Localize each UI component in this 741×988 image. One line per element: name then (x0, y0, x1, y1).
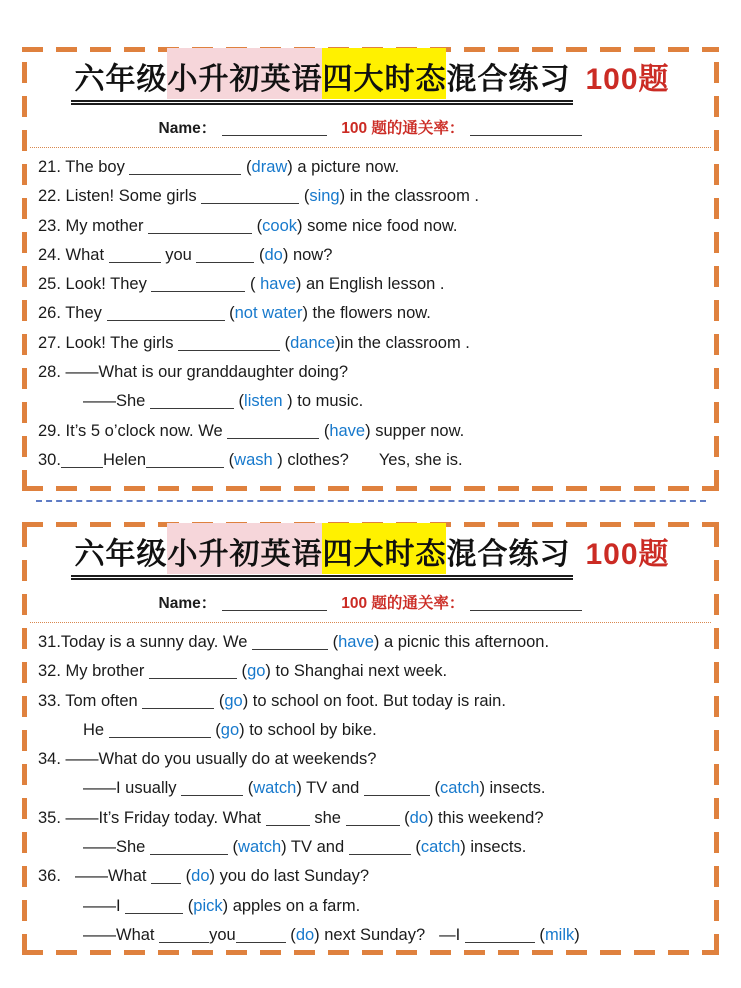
question-text: 22. Listen! Some girls (38, 187, 202, 206)
answer-blank (465, 927, 535, 943)
pass-rate-label: 100 题的通关率： (341, 120, 465, 137)
answer-blank (236, 927, 286, 943)
verb-hint: have (329, 421, 366, 440)
worksheet-page (22, 47, 719, 491)
question-text: she (309, 808, 346, 827)
question-line (38, 774, 711, 803)
answer-blank (151, 868, 181, 884)
answer-blank (227, 423, 319, 439)
verb-hint: catch (420, 838, 461, 857)
answer-blank (150, 839, 228, 855)
question-text: ) now? (282, 245, 333, 264)
verb-hint: milk (544, 925, 575, 944)
question-text: ( (241, 158, 252, 176)
question-line (38, 446, 711, 475)
verb-hint: have (338, 633, 374, 651)
answer-blank (149, 663, 237, 679)
answer-blank (107, 305, 225, 321)
question-text: ( (254, 245, 265, 264)
question-list (22, 153, 719, 475)
question-line (38, 745, 711, 774)
title-grade-prefix: 六年级 (74, 63, 168, 96)
question-text: 32. My brother (38, 662, 149, 681)
title-underlined-text (71, 54, 573, 105)
question-text: 34. ——What do you usually do at weekends? (38, 750, 377, 769)
question-text: 30. (38, 450, 61, 469)
name-answer-blank (222, 595, 327, 611)
question-text: 25. Look! They (38, 275, 152, 294)
title-underlined-text (71, 529, 573, 580)
question-text: ( (410, 838, 421, 857)
verb-hint: go (247, 662, 266, 681)
question-text: you (209, 925, 236, 944)
question-text: 26. They (38, 304, 107, 323)
question-text: ) an English lesson . (295, 275, 445, 294)
verb-hint: wash (234, 450, 273, 469)
question-text: ) a picture now. (287, 158, 400, 176)
question-text: 28. ——What is our granddaughter doing? (38, 363, 349, 382)
title-question-count: 100题 (585, 538, 670, 571)
header-divider-rule (30, 622, 711, 623)
question-text: ——What (74, 867, 152, 886)
question-text: you (160, 245, 197, 264)
question-text: ) to Shanghai next week. (265, 662, 448, 681)
question-text: ) insects. (460, 838, 527, 857)
worksheet-title (22, 529, 719, 580)
answer-blank (109, 722, 211, 738)
question-text: ) the flowers now. (302, 304, 431, 323)
question-line (38, 417, 711, 446)
question-text: ) TV and (296, 779, 364, 798)
question-text: ) to school on foot. But today is rain. (242, 691, 506, 710)
verb-hint: do (295, 925, 315, 944)
question-line (38, 241, 711, 270)
verb-hint: do (264, 245, 283, 264)
verb-hint: watch (253, 779, 297, 798)
verb-hint: listen (244, 392, 283, 411)
title-grade-prefix: 六年级 (74, 538, 168, 571)
header-divider-rule (30, 147, 711, 148)
answer-blank (178, 335, 280, 351)
answer-blank (346, 810, 400, 826)
question-text: Helen (102, 450, 147, 469)
verb-hint: sing (309, 187, 340, 206)
question-text: ( (210, 720, 221, 739)
answer-blank (151, 276, 245, 292)
question-text: ——She (83, 838, 150, 857)
answer-blank (146, 452, 224, 468)
name-answer-blank (222, 120, 327, 136)
question-text: ( (299, 187, 310, 206)
question-text: ) insects. (479, 779, 546, 798)
verb-hint: draw (251, 158, 288, 176)
question-text: ( (227, 838, 239, 857)
question-text: —I (439, 925, 465, 944)
answer-blank (129, 159, 241, 175)
question-text: ) to music. (282, 392, 364, 411)
question-text: ) this weekend? (427, 808, 544, 827)
question-text: Yes, she is. (378, 450, 463, 469)
question-line (38, 212, 711, 241)
question-text: ) apples on a farm. (222, 896, 361, 915)
pass-rate-label: 100 题的通关率： (341, 595, 465, 612)
question-text: ( (285, 925, 296, 944)
question-text: ) in the classroom . (339, 187, 480, 206)
question-text: ) clothes? (272, 450, 349, 469)
question-text: 27. Look! The girls (38, 333, 179, 352)
question-line (38, 299, 711, 328)
title-pink-highlight: 小升初英语 (167, 48, 322, 99)
name-row (22, 591, 719, 613)
question-text: ——I (83, 896, 126, 915)
question-text: ( (183, 896, 194, 915)
answer-blank (196, 247, 254, 263)
verb-hint: do (191, 867, 210, 886)
verb-hint: dance (290, 333, 336, 352)
answer-blank (159, 927, 209, 943)
answer-blank (181, 780, 243, 796)
question-text: ) a picnic this afternoon. (373, 633, 550, 651)
question-text: ——She (83, 392, 150, 411)
question-text: ) to school by bike. (239, 720, 377, 739)
question-text: ( (224, 304, 235, 323)
verb-hint: catch (440, 779, 480, 798)
verb-hint: go (224, 691, 243, 710)
answer-blank (349, 839, 411, 855)
question-line (38, 862, 711, 891)
answer-blank (142, 693, 214, 709)
question-line (38, 153, 711, 182)
question-text: ( (252, 216, 263, 235)
question-text: )in the classroom . (335, 333, 470, 352)
question-text: ) (574, 925, 580, 944)
question-text: ) TV and (281, 838, 349, 857)
question-text: He (83, 720, 109, 739)
question-text: ——I usually (83, 779, 182, 798)
name-row (22, 116, 719, 138)
name-label: Name： (158, 120, 217, 137)
question-line (38, 892, 711, 921)
pass-rate-answer-blank (470, 120, 582, 136)
question-line (38, 358, 711, 387)
question-line (38, 387, 711, 416)
title-question-count: 100题 (585, 63, 670, 96)
verb-hint: cook (262, 216, 297, 235)
question-text: ( (534, 925, 545, 944)
question-text: 24. What (38, 245, 109, 264)
question-text: 23. My mother (38, 216, 149, 235)
question-text: ) some nice food now. (297, 216, 458, 235)
question-text: ( (429, 779, 440, 798)
question-text: ( (224, 450, 235, 469)
answer-blank (150, 393, 234, 409)
question-text: 21. The boy (38, 158, 130, 176)
question-line (38, 270, 711, 299)
question-line (38, 716, 711, 745)
question-text: ( (399, 808, 410, 827)
question-text: ——What (83, 925, 160, 944)
question-line (38, 329, 711, 358)
verb-hint: pick (193, 896, 223, 915)
answer-blank (201, 188, 299, 204)
worksheet-page (22, 522, 719, 955)
question-line (38, 182, 711, 211)
question-line (38, 921, 711, 950)
verb-hint: not water (234, 304, 303, 323)
title-suffix: 混合练习 (446, 538, 571, 571)
verb-hint: go (220, 720, 240, 739)
question-text: ( (233, 392, 245, 411)
answer-blank (252, 634, 328, 650)
question-text: ) supper now. (365, 421, 465, 440)
question-text: ) next Sunday? (314, 925, 426, 944)
answer-blank (61, 452, 103, 468)
question-text: 33. Tom often (38, 691, 143, 710)
question-text: ( (214, 691, 225, 710)
verb-hint: do (409, 808, 428, 827)
question-text: 35. ——It’s Friday today. What (38, 808, 266, 827)
worksheet-title (22, 54, 719, 105)
answer-blank (125, 898, 183, 914)
verb-hint: have (260, 275, 296, 294)
question-text: ( (328, 633, 339, 651)
question-text: 31.Today is a sunny day. We (38, 633, 253, 651)
question-text: ( (245, 275, 261, 294)
question-line (38, 657, 711, 686)
title-suffix: 混合练习 (446, 63, 571, 96)
question-line (38, 804, 711, 833)
question-line (38, 687, 711, 716)
answer-blank (148, 218, 252, 234)
question-text: 29. It’s 5 o’clock now. We (38, 421, 228, 440)
pass-rate-answer-blank (470, 595, 582, 611)
question-line (38, 628, 711, 657)
answer-blank (109, 247, 161, 263)
cut-line-divider (36, 500, 706, 502)
name-label: Name： (158, 595, 217, 612)
question-line (38, 833, 711, 862)
title-yellow-highlight: 四大时态 (322, 523, 446, 574)
question-text: ) you do last Sunday? (209, 867, 370, 886)
question-text: ( (280, 333, 291, 352)
answer-blank (266, 810, 310, 826)
question-text: ( (236, 662, 248, 681)
question-text: ( (181, 867, 192, 886)
verb-hint: watch (238, 838, 282, 857)
question-text: 36. (38, 867, 61, 886)
title-yellow-highlight: 四大时态 (322, 48, 446, 99)
title-pink-highlight: 小升初英语 (167, 523, 322, 574)
question-list (22, 628, 719, 950)
question-text: ( (319, 421, 330, 440)
answer-blank (364, 780, 430, 796)
question-text: ( (243, 779, 254, 798)
